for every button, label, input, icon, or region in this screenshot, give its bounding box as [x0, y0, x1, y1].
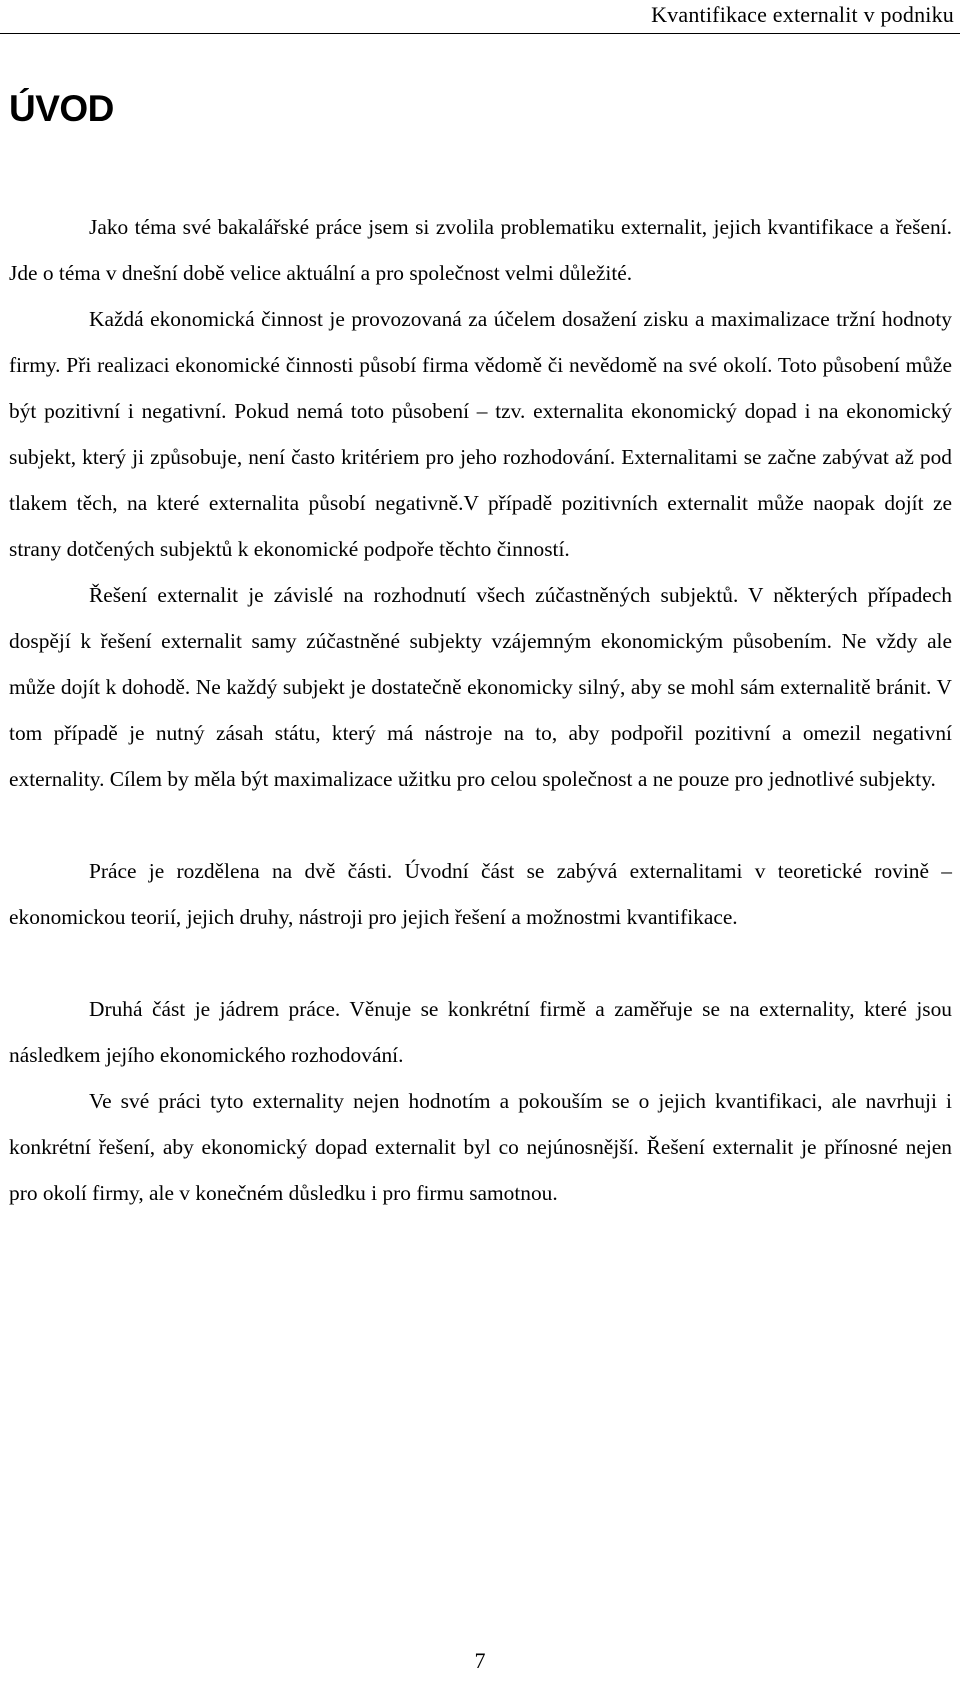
paragraph: Ve své práci tyto externality nejen hodnotím a pokouším se o jejich kvantifikaci, ale navrhuji i konkrétní řešení, aby ekonomický dopad externalit byl co nejúnosnější. Řešení externalit je přínosné nejen pro okolí firmy, ale v konečném důsledku i pro firmu samotnou.	[9, 1089, 952, 1205]
paragraph: Řešení externalit je závislé na rozhodnutí všech zúčastněných subjektů. V některých případech dospějí k řešení externalit samy zúčastněné subjekty vzájemným ekonomickým působením. Ne vždy ale může dojít k dohodě. Ne každý subjekt je dostatečně ekonomicky silný, aby se mohl sám externalitě bránit. V tom případě je nutný zásah státu, který má nástroje na to, aby podpořil pozitivní a omezil negativní externality. Cílem by měla být maximalizace užitku pro celou společnost a ne pouze pro jednotlivé subjekty.	[9, 583, 952, 791]
running-header	[0, 0, 960, 34]
page-number: 7	[474, 1648, 486, 1673]
section-title: ÚVOD	[9, 88, 114, 129]
paragraph: Jako téma své bakalářské práce jsem si zvolila problematiku externalit, jejich kvantifikace a řešení. Jde o téma v dnešní době velice aktuální a pro společnost velmi důležité.	[9, 215, 952, 285]
paragraph: Práce je rozdělena na dvě části. Úvodní část se zabývá externalitami v teoretické rovině – ekonomickou teorií, jejich druhy, nástroji pro jejich řešení a možnostmi kvantifikace.	[9, 859, 952, 929]
body-text	[9, 204, 952, 1216]
running-header-title: Kvantifikace externalit v podniku	[651, 2, 954, 27]
paragraph: Druhá část je jádrem práce. Věnuje se konkrétní firmě a zaměřuje se na externality, které jsou následkem jejího ekonomického rozhodování.	[9, 997, 952, 1067]
paragraph: Každá ekonomická činnost je provozovaná za účelem dosažení zisku a maximalizace tržní hodnoty firmy. Při realizaci ekonomické činnosti působí firma vědomě či nevědomě na své okolí. Toto působení může být pozitivní i negativní. Pokud nemá toto působení – tzv. externalita ekonomický dopad i na ekonomický subjekt, který ji způsobuje, není často kritériem pro jeho rozhodování. Externalitami se začne zabývat až pod tlakem těch, na které externalita působí negativně.V případě pozitivních externalit může naopak dojít ze strany dotčených subjektů k ekonomické podpoře těchto činností.	[9, 307, 952, 561]
